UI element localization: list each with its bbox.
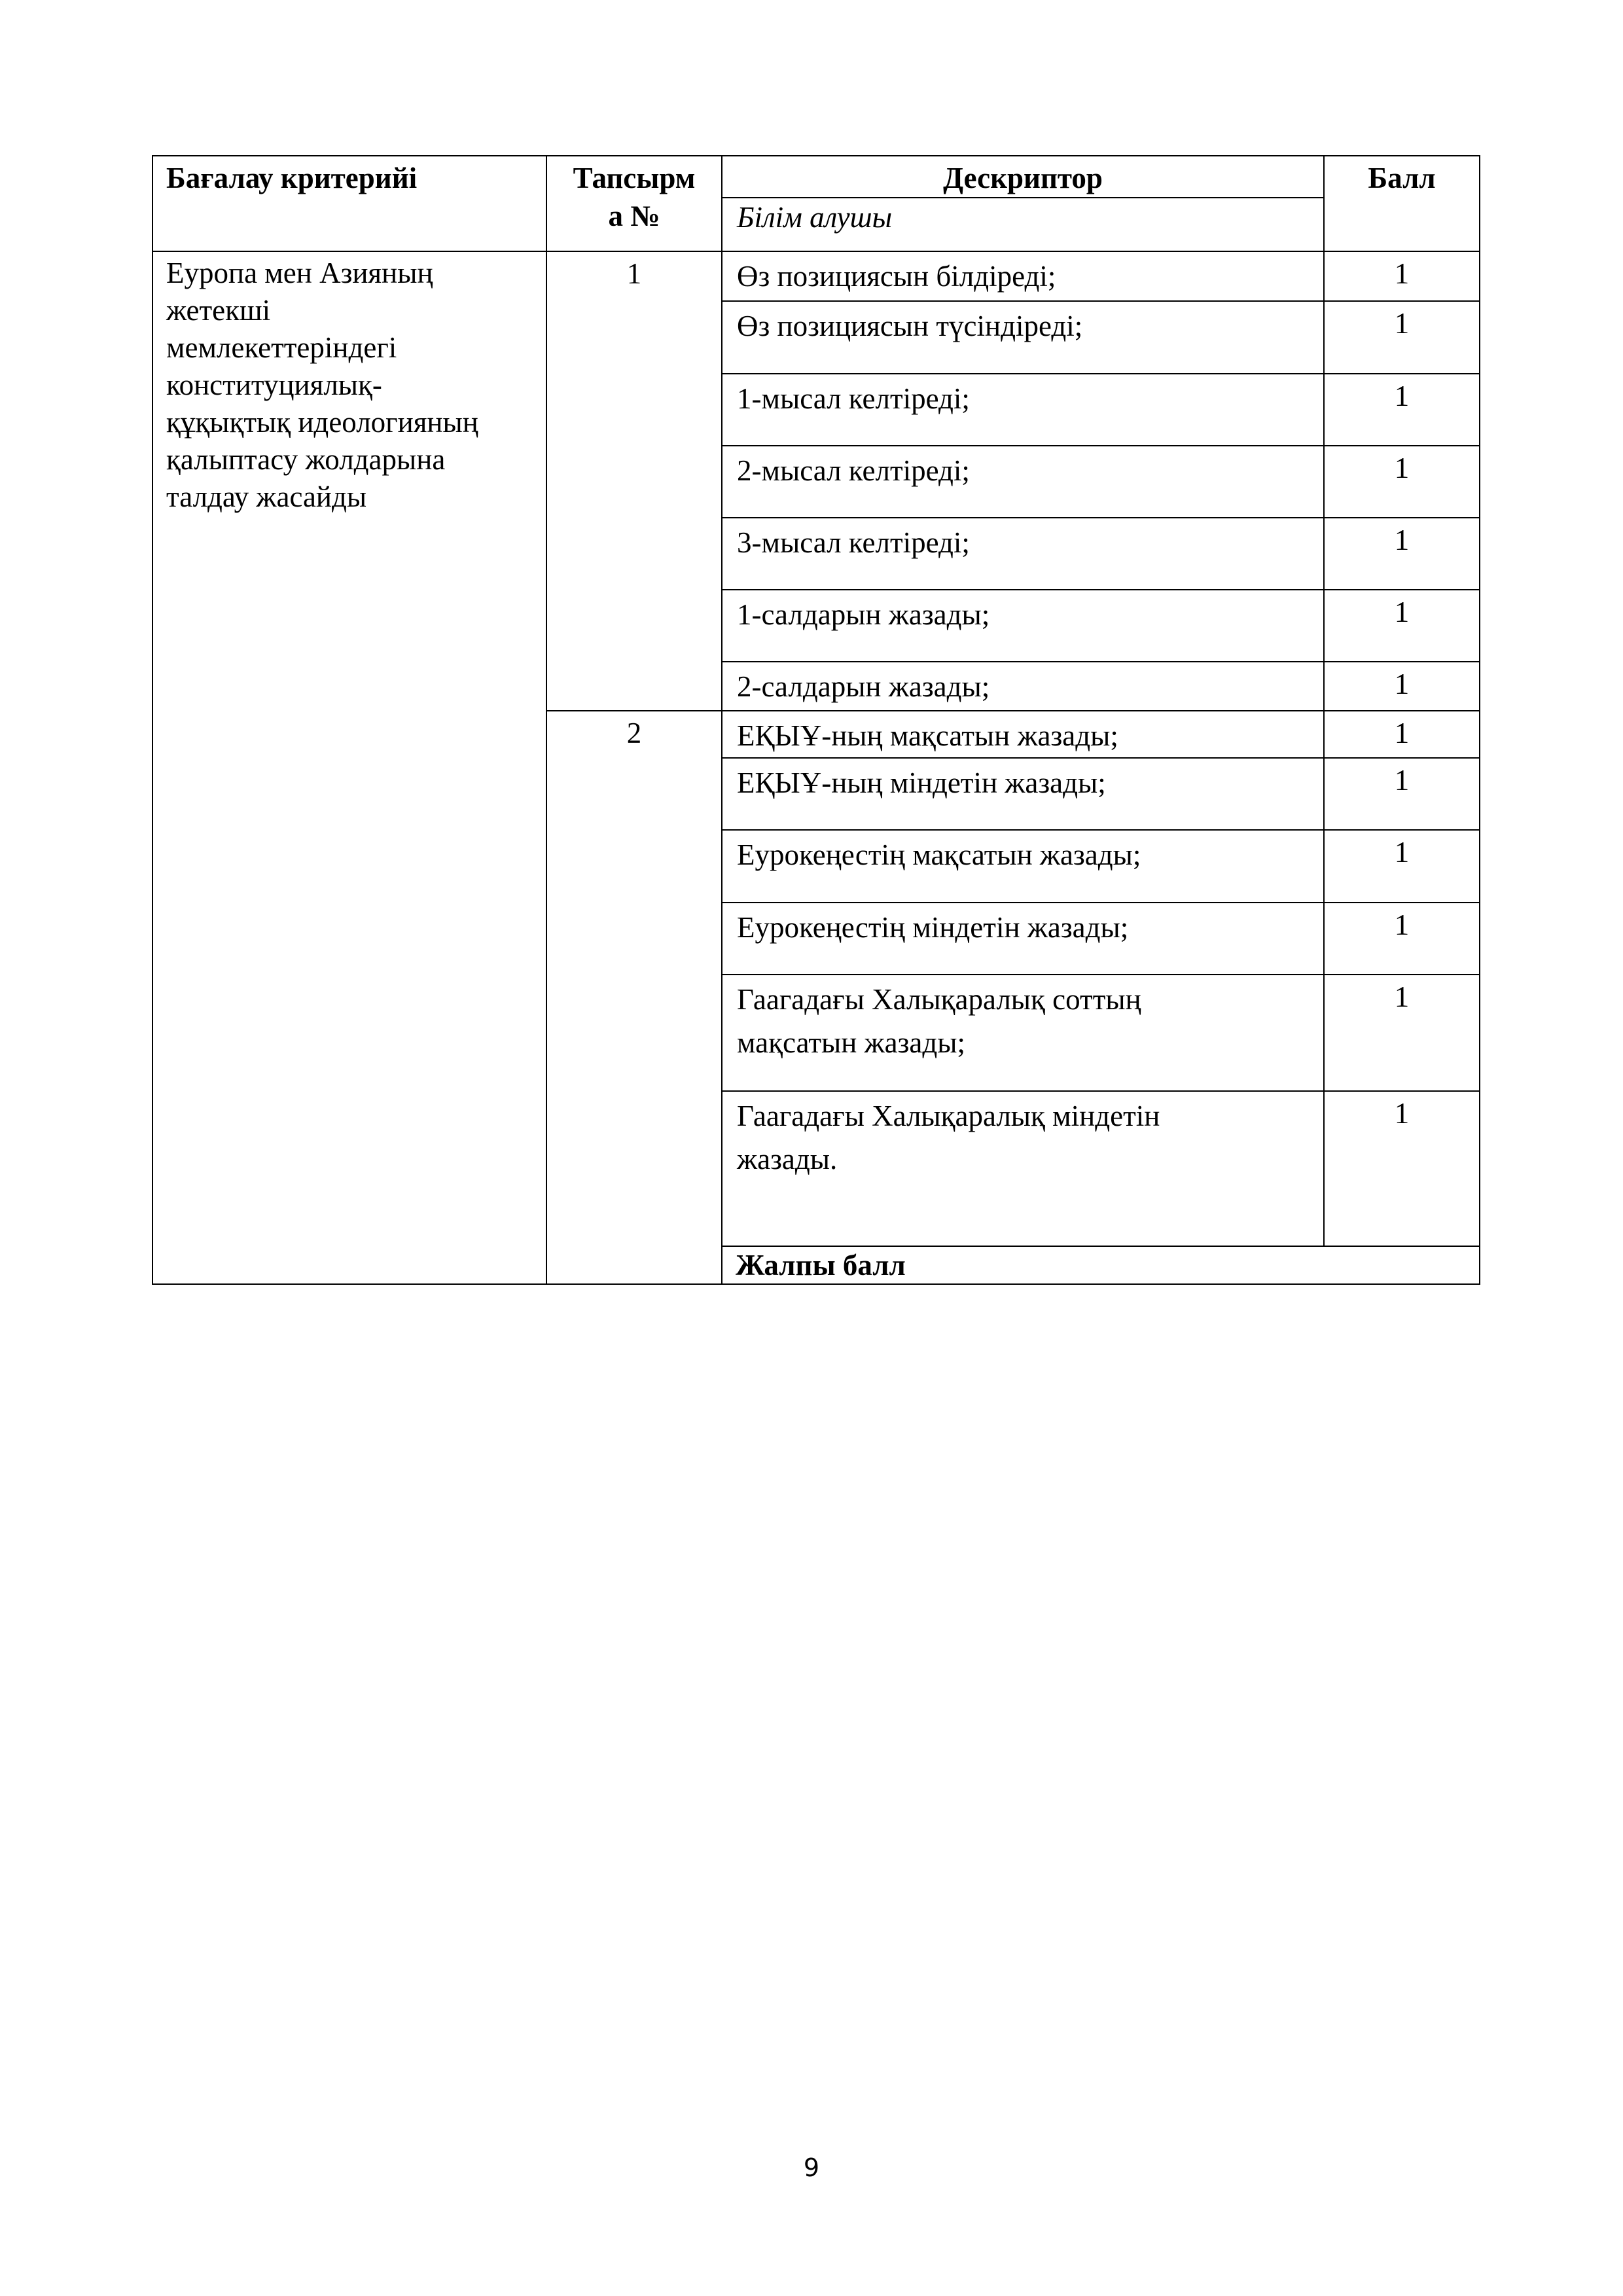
criteria-line: құқықтық идеологияның bbox=[166, 406, 478, 439]
header-task-line1: Тапсырм bbox=[573, 162, 696, 194]
descriptor-cell bbox=[722, 830, 1324, 903]
descriptor-cell bbox=[722, 251, 1324, 301]
header-criteria-label: Бағалау критерийі bbox=[166, 162, 418, 194]
score-cell bbox=[1324, 830, 1480, 903]
total-label-cell bbox=[722, 1246, 1480, 1284]
header-criteria bbox=[152, 156, 546, 251]
descriptor-cell bbox=[722, 975, 1324, 1091]
score-value: 1 bbox=[1394, 257, 1410, 290]
score-cell bbox=[1324, 446, 1480, 518]
score-value: 1 bbox=[1394, 668, 1410, 700]
descriptor-text: 1-салдарын жазады; bbox=[737, 598, 990, 631]
header-task-line2: а № bbox=[608, 200, 660, 232]
descriptor-text: 3-мысал келтіреді; bbox=[737, 526, 970, 559]
header-ball bbox=[1324, 156, 1480, 251]
descriptor-cell bbox=[722, 711, 1324, 758]
descriptor-cell bbox=[722, 446, 1324, 518]
score-cell bbox=[1324, 975, 1480, 1091]
task-number-label: 1 bbox=[626, 257, 642, 290]
descriptor-text: мақсатын жазады; bbox=[737, 1026, 966, 1059]
descriptor-cell bbox=[722, 662, 1324, 711]
descriptor-cell bbox=[722, 374, 1324, 446]
score-value: 1 bbox=[1394, 836, 1410, 869]
header-descriptor-label: Дескриптор bbox=[943, 162, 1103, 194]
task-number-label: 2 bbox=[626, 717, 642, 749]
descriptor-cell bbox=[722, 518, 1324, 590]
score-cell bbox=[1324, 518, 1480, 590]
score-value: 1 bbox=[1394, 717, 1410, 749]
criteria-line: мемлекеттеріндегі bbox=[166, 331, 397, 364]
descriptor-cell bbox=[722, 301, 1324, 374]
header-ball-label: Балл bbox=[1368, 162, 1436, 194]
total-label: Жалпы балл bbox=[736, 1249, 906, 1282]
score-cell bbox=[1324, 590, 1480, 662]
descriptor-text: Еурокеңестің міндетін жазады; bbox=[737, 911, 1129, 944]
descriptor-text: жазады. bbox=[737, 1143, 838, 1175]
criteria-line: талдау жасайды bbox=[166, 480, 367, 513]
score-cell bbox=[1324, 374, 1480, 446]
criteria-line: Еуропа мен Азияның bbox=[166, 257, 433, 289]
criteria-line: қалыптасу жолдарына bbox=[166, 443, 446, 476]
score-cell bbox=[1324, 711, 1480, 758]
descriptor-cell bbox=[722, 758, 1324, 830]
descriptor-text: Гаагадағы Халықаралық міндетін bbox=[737, 1100, 1160, 1132]
score-cell bbox=[1324, 301, 1480, 374]
score-cell bbox=[1324, 903, 1480, 975]
header-task-number bbox=[546, 156, 722, 251]
page-number: 9 bbox=[803, 2153, 820, 2182]
score-value: 1 bbox=[1394, 452, 1410, 484]
score-value: 1 bbox=[1394, 1097, 1410, 1130]
descriptor-text: ЕҚЫҰ-ның міндетін жазады; bbox=[737, 766, 1106, 799]
score-value: 1 bbox=[1394, 980, 1410, 1013]
score-value: 1 bbox=[1394, 596, 1410, 628]
criteria-line: конституциялық- bbox=[166, 368, 382, 401]
score-value: 1 bbox=[1394, 764, 1410, 797]
score-cell bbox=[1324, 251, 1480, 301]
score-cell bbox=[1324, 662, 1480, 711]
descriptor-text: ЕҚЫҰ-ның мақсатын жазады; bbox=[737, 719, 1118, 752]
criteria-cell bbox=[152, 251, 546, 1284]
score-value: 1 bbox=[1394, 307, 1410, 340]
task-1-number bbox=[546, 251, 722, 711]
descriptor-cell bbox=[722, 903, 1324, 975]
score-cell bbox=[1324, 1091, 1480, 1246]
header-descriptor bbox=[722, 156, 1324, 198]
descriptor-text: Өз позициясын білдіреді; bbox=[737, 260, 1056, 293]
descriptor-text: Гаагадағы Халықаралық соттың bbox=[737, 983, 1141, 1016]
criteria-line: жетекші bbox=[166, 294, 271, 327]
score-value: 1 bbox=[1394, 380, 1410, 412]
descriptor-text: 2-салдарын жазады; bbox=[737, 670, 990, 703]
score-value: 1 bbox=[1394, 524, 1410, 556]
descriptor-text: Өз позициясын түсіндіреді; bbox=[737, 310, 1083, 342]
descriptor-cell bbox=[722, 590, 1324, 662]
assessment-rubric-table bbox=[152, 155, 1480, 1285]
score-value: 1 bbox=[1394, 908, 1410, 941]
header-descriptor-sub bbox=[722, 198, 1324, 251]
descriptor-cell bbox=[722, 1091, 1324, 1246]
header-descriptor-sub-label: Білім алушы bbox=[737, 201, 893, 234]
descriptor-text: 2-мысал келтіреді; bbox=[737, 454, 970, 487]
score-cell bbox=[1324, 758, 1480, 830]
descriptor-text: Еурокеңестің мақсатын жазады; bbox=[737, 838, 1141, 871]
descriptor-text: 1-мысал келтіреді; bbox=[737, 382, 970, 415]
task-2-number bbox=[546, 711, 722, 1284]
